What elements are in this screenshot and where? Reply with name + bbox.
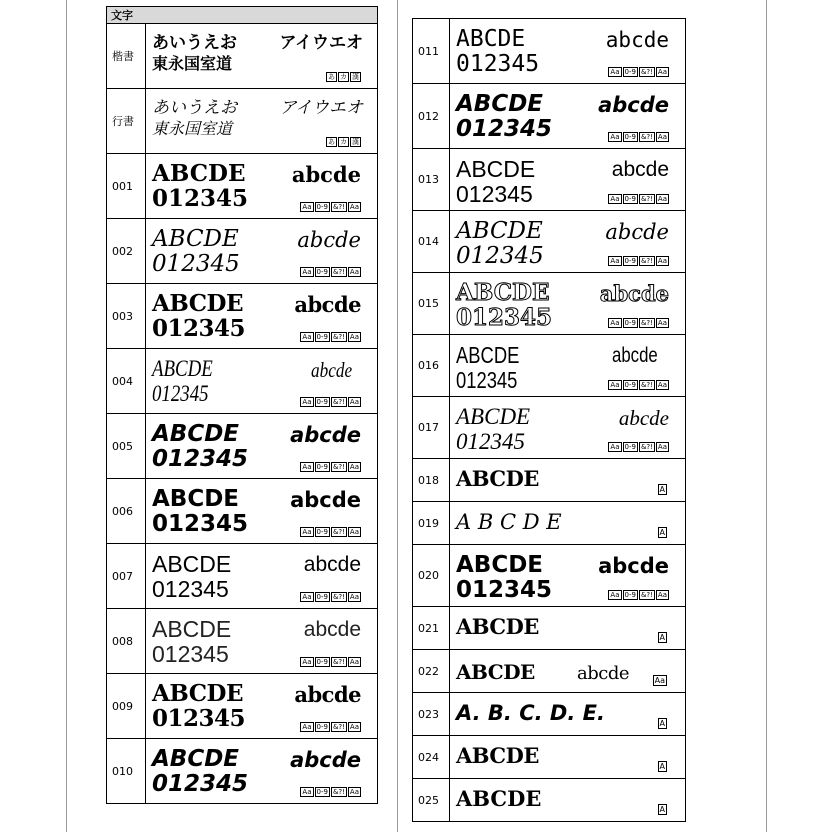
- badge-glyph: Aa: [302, 593, 312, 601]
- sample-uppercase: A. B. C. D. E.: [456, 701, 605, 725]
- badge-glyph: 0-9: [316, 398, 328, 406]
- font-sample: [450, 545, 686, 607]
- sample-lowercase: abcde: [598, 554, 669, 578]
- badge-glyph: A: [659, 485, 665, 494]
- badge-glyph: Aa: [657, 443, 667, 451]
- font-code: 002: [107, 219, 146, 284]
- sample-numbers: 012345: [456, 429, 525, 454]
- charset-badge: [658, 711, 667, 730]
- badge-glyph: &?!: [640, 68, 653, 76]
- font-sample: [146, 414, 378, 479]
- charset-badge: [658, 754, 667, 773]
- font-sample: [450, 736, 686, 779]
- kana-badge: [326, 137, 361, 147]
- column-divider: [397, 0, 398, 832]
- charset-badge: [300, 527, 361, 537]
- charset-badge: [608, 132, 669, 142]
- font-sample: [450, 19, 686, 84]
- font-sample: [450, 502, 686, 545]
- badge-glyph: Aa: [302, 723, 312, 731]
- sample-uppercase: ABCDE: [456, 466, 539, 491]
- font-sample: [450, 459, 686, 502]
- badge-glyph: &?!: [640, 257, 653, 265]
- font-row: [413, 736, 686, 779]
- font-row: [107, 479, 378, 544]
- sample-numbers: 012345: [152, 511, 249, 537]
- font-sample: [450, 335, 686, 397]
- sample-lowercase: abcde: [290, 423, 361, 447]
- charset-badge: [300, 332, 361, 342]
- font-row: [413, 779, 686, 822]
- sample-uppercase: ABCDE: [152, 616, 232, 642]
- sample-numbers: 012345: [456, 367, 518, 393]
- badge-glyph: Aa: [349, 788, 359, 796]
- charset-badge: [658, 797, 667, 816]
- charset-badge: [300, 202, 361, 212]
- font-code: 行書: [107, 89, 146, 154]
- font-row: [107, 544, 378, 609]
- sample-uppercase: ABCDE: [152, 290, 243, 317]
- badge-glyph: あ: [328, 138, 335, 146]
- charset-badge: [608, 380, 669, 390]
- font-row: [107, 24, 378, 89]
- charset-badge: [658, 520, 667, 539]
- badge-glyph: A: [659, 762, 665, 771]
- badge-glyph: Aa: [610, 381, 620, 389]
- charset-badge: [608, 318, 669, 328]
- sample-numbers: 012345: [456, 181, 533, 207]
- font-sample: [146, 24, 378, 89]
- badge-glyph: Aa: [610, 319, 620, 327]
- badge-glyph: &?!: [332, 203, 345, 211]
- font-row: [413, 335, 686, 397]
- font-row: [413, 397, 686, 459]
- font-sample: [146, 89, 378, 154]
- badge-glyph: 0-9: [316, 593, 328, 601]
- badge-glyph: 0-9: [316, 463, 328, 471]
- font-row: [413, 19, 686, 84]
- badge-glyph: Aa: [657, 195, 667, 203]
- badge-glyph: 0-9: [624, 319, 636, 327]
- sample-numbers: 012345: [152, 771, 249, 797]
- font-sample: [450, 693, 686, 736]
- badge-glyph: Aa: [302, 398, 312, 406]
- font-sample: [450, 211, 686, 273]
- badge-glyph: Aa: [302, 463, 312, 471]
- badge-glyph: 0-9: [624, 195, 636, 203]
- badge-glyph: Aa: [610, 257, 620, 265]
- badge-glyph: A: [659, 528, 665, 537]
- sample-uppercase: ABCDE: [456, 743, 539, 768]
- badge-glyph: A: [659, 633, 665, 642]
- badge-glyph: Aa: [349, 593, 359, 601]
- font-code: 楷書: [107, 24, 146, 89]
- charset-badge: [608, 194, 669, 204]
- font-code: 025: [413, 779, 450, 822]
- badge-glyph: Aa: [610, 133, 620, 141]
- font-code: 019: [413, 502, 450, 545]
- sample-uppercase: ABCDE: [152, 160, 246, 187]
- sample-uppercase: ABCDE: [456, 279, 550, 306]
- badge-glyph: 漢: [352, 73, 359, 81]
- font-sample: [146, 674, 378, 739]
- badge-glyph: 0-9: [624, 591, 636, 599]
- sample-uppercase: ABCDE: [152, 680, 243, 707]
- font-code: 006: [107, 479, 146, 544]
- badge-glyph: 0-9: [316, 658, 328, 666]
- badge-glyph: &?!: [332, 788, 345, 796]
- font-row: [413, 211, 686, 273]
- font-code: 021: [413, 607, 450, 650]
- page-border-left: [66, 0, 67, 832]
- badge-glyph: 0-9: [316, 788, 328, 796]
- badge-glyph: 0-9: [316, 528, 328, 536]
- badge-glyph: Aa: [349, 333, 359, 341]
- sample-lowercase: abcde: [618, 406, 669, 430]
- sample-numbers: 012345: [456, 304, 553, 331]
- font-code: 014: [413, 211, 450, 273]
- font-sample: [450, 149, 686, 211]
- font-row: [413, 693, 686, 736]
- font-sample: [450, 84, 686, 149]
- badge-glyph: Aa: [657, 591, 667, 599]
- sample-lowercase: abcde: [290, 488, 361, 512]
- badge-glyph: 漢: [352, 138, 359, 146]
- badge-glyph: Aa: [657, 381, 667, 389]
- badge-glyph: Aa: [349, 203, 359, 211]
- sample-lowercase: abcde: [297, 228, 361, 252]
- charset-badge: [608, 256, 669, 266]
- sample-lowercase: abcde: [605, 28, 669, 52]
- badge-glyph: 0-9: [316, 333, 328, 341]
- badge-glyph: 0-9: [624, 133, 636, 141]
- badge-glyph: &?!: [640, 591, 653, 599]
- font-sample: [146, 479, 378, 544]
- badge-glyph: Aa: [610, 195, 620, 203]
- sample-kanji: 東永国室道: [152, 119, 233, 138]
- font-code: 012: [413, 84, 450, 149]
- sample-uppercase: ABCDE: [456, 660, 535, 684]
- sample-numbers: 012345: [152, 315, 246, 342]
- badge-glyph: &?!: [332, 398, 345, 406]
- badge-glyph: Aa: [302, 658, 312, 666]
- font-row: [413, 84, 686, 149]
- font-row: [413, 650, 686, 693]
- kana-badge: [326, 72, 361, 82]
- sample-numbers: 012345: [152, 705, 246, 732]
- badge-glyph: &?!: [640, 381, 653, 389]
- font-code: 020: [413, 545, 450, 607]
- sample-numbers: 012345: [152, 381, 209, 406]
- badge-glyph: Aa: [349, 463, 359, 471]
- font-row: [107, 609, 378, 674]
- font-sample: [146, 154, 378, 219]
- font-code: 016: [413, 335, 450, 397]
- badge-glyph: あ: [328, 73, 335, 81]
- sample-uppercase: ABCDE: [152, 746, 240, 772]
- badge-glyph: 0-9: [624, 257, 636, 265]
- font-row: [413, 149, 686, 211]
- sample-lowercase: abcde: [291, 162, 361, 187]
- font-sample: [146, 544, 378, 609]
- font-sample: [450, 779, 686, 822]
- badge-glyph: &?!: [332, 463, 345, 471]
- font-sample: [146, 219, 378, 284]
- sample-numbers: 012345: [152, 641, 229, 667]
- charset-badge: [608, 67, 669, 77]
- badge-glyph: &?!: [640, 443, 653, 451]
- sample-kanji: 東永国室道: [152, 54, 233, 73]
- font-table-right: [412, 18, 686, 822]
- badge-glyph: Aa: [302, 268, 312, 276]
- sample-numbers: 012345: [456, 243, 544, 269]
- sample-lowercase: abcde: [611, 158, 669, 181]
- badge-glyph: カ: [340, 138, 347, 146]
- sample-numbers: 012345: [456, 116, 553, 142]
- sample-uppercase: ABCDE: [456, 786, 542, 811]
- charset-badge: [608, 442, 669, 452]
- badge-glyph: Aa: [657, 257, 667, 265]
- badge-glyph: 0-9: [624, 443, 636, 451]
- sample-uppercase: ABCDE: [456, 614, 539, 639]
- sample-lowercase: abcde: [290, 748, 361, 772]
- table-header: 文字: [107, 7, 378, 24]
- font-sample: [146, 609, 378, 674]
- sample-lowercase: abcde: [599, 281, 669, 306]
- font-row: [107, 154, 378, 219]
- sample-katakana: アイウエオ: [279, 33, 363, 53]
- badge-glyph: 0-9: [316, 268, 328, 276]
- sample-uppercase: ABCDE: [456, 26, 526, 52]
- badge-glyph: Aa: [610, 68, 620, 76]
- sample-numbers: 012345: [152, 185, 249, 212]
- font-code: 005: [107, 414, 146, 479]
- font-sample: [450, 607, 686, 650]
- badge-glyph: &?!: [332, 333, 345, 341]
- charset-badge: [300, 657, 361, 667]
- sample-uppercase: ABCDE: [456, 342, 520, 368]
- font-row: [107, 284, 378, 349]
- font-code: 011: [413, 19, 450, 84]
- font-row: [107, 739, 378, 804]
- font-code: 023: [413, 693, 450, 736]
- font-code: 009: [107, 674, 146, 739]
- sample-uppercase: ABCDE: [456, 91, 544, 117]
- sample-numbers: 012345: [456, 577, 553, 603]
- badge-glyph: 0-9: [624, 68, 636, 76]
- font-code: 001: [107, 154, 146, 219]
- badge-glyph: &?!: [332, 723, 345, 731]
- sample-uppercase: ABCDE: [152, 226, 239, 252]
- sample-uppercase: ABCDE: [456, 404, 531, 429]
- font-sample: [146, 739, 378, 804]
- font-code: 015: [413, 273, 450, 335]
- badge-glyph: &?!: [332, 593, 345, 601]
- sample-lowercase: abcde: [605, 220, 669, 244]
- badge-glyph: Aa: [349, 723, 359, 731]
- sample-numbers: 012345: [152, 576, 229, 602]
- font-code: 004: [107, 349, 146, 414]
- font-code: 007: [107, 544, 146, 609]
- badge-glyph: Aa: [657, 133, 667, 141]
- sample-lowercase: abcde: [598, 93, 669, 117]
- sample-uppercase: ABCDE: [152, 356, 213, 381]
- badge-glyph: &?!: [640, 195, 653, 203]
- sample-uppercase: ABCDE: [456, 218, 543, 244]
- sample-lowercase: abcde: [294, 682, 361, 707]
- charset-badge: [300, 462, 361, 472]
- sample-lowercase: abcde: [294, 292, 361, 317]
- sample-uppercase: ABCDE: [152, 421, 240, 447]
- sample-uppercase: ABCDE: [152, 551, 232, 577]
- font-row: [413, 607, 686, 650]
- badge-glyph: &?!: [332, 268, 345, 276]
- badge-glyph: Aa: [349, 268, 359, 276]
- font-sample: [450, 273, 686, 335]
- charset-badge: [300, 592, 361, 602]
- font-sample: [146, 349, 378, 414]
- font-row: [107, 89, 378, 154]
- badge-glyph: Aa: [302, 333, 312, 341]
- font-code: 024: [413, 736, 450, 779]
- sample-hiragana: あいうえお: [152, 98, 237, 118]
- charset-badge: [300, 267, 361, 277]
- badge-glyph: Aa: [302, 528, 312, 536]
- font-code: 017: [413, 397, 450, 459]
- badge-glyph: Aa: [302, 203, 312, 211]
- sample-hiragana: あいうえお: [152, 33, 237, 53]
- font-code: 022: [413, 650, 450, 693]
- sample-uppercase: ABCDE: [456, 156, 536, 182]
- font-row: [413, 545, 686, 607]
- font-sample: [450, 397, 686, 459]
- badge-glyph: &?!: [332, 528, 345, 536]
- font-code: 018: [413, 459, 450, 502]
- font-code: 013: [413, 149, 450, 211]
- sample-numbers: 012345: [152, 251, 240, 277]
- font-row: [107, 349, 378, 414]
- sample-lowercase: abcde: [303, 553, 361, 576]
- badge-glyph: カ: [340, 73, 347, 81]
- font-row: [413, 502, 686, 545]
- font-table-left: [106, 6, 378, 804]
- badge-glyph: Aa: [610, 443, 620, 451]
- font-sample: [146, 284, 378, 349]
- font-code: 003: [107, 284, 146, 349]
- sample-lowercase: abcde: [576, 663, 629, 684]
- sample-numbers: 012345: [456, 51, 540, 77]
- badge-glyph: &?!: [640, 133, 653, 141]
- sample-uppercase: ABCDE: [456, 552, 544, 578]
- charset-badge: [300, 397, 361, 407]
- badge-glyph: 0-9: [624, 381, 636, 389]
- badge-glyph: &?!: [640, 319, 653, 327]
- sample-lowercase: abcde: [310, 358, 352, 382]
- charset-badge: [653, 668, 667, 687]
- font-sample: [450, 650, 686, 693]
- charset-badge: [608, 590, 669, 600]
- font-code: 010: [107, 739, 146, 804]
- charset-badge: [658, 477, 667, 496]
- badge-glyph: 0-9: [316, 723, 328, 731]
- font-code: 008: [107, 609, 146, 674]
- font-row: [107, 414, 378, 479]
- sample-katakana: アイウエオ: [279, 98, 363, 118]
- badge-glyph: Aa: [349, 658, 359, 666]
- sample-lowercase: abcde: [611, 344, 658, 367]
- badge-glyph: Aa: [349, 528, 359, 536]
- charset-badge: [658, 625, 667, 644]
- badge-glyph: Aa: [657, 319, 667, 327]
- badge-glyph: Aa: [610, 591, 620, 599]
- sample-lowercase: abcde: [303, 618, 361, 641]
- badge-glyph: Aa: [349, 398, 359, 406]
- font-row: [107, 674, 378, 739]
- font-row: [107, 219, 378, 284]
- badge-glyph: A: [659, 805, 665, 814]
- sample-uppercase: A B C D E: [456, 510, 562, 534]
- charset-badge: [300, 722, 361, 732]
- font-row: [413, 273, 686, 335]
- sample-numbers: 012345: [152, 446, 249, 472]
- badge-glyph: Aa: [654, 676, 665, 685]
- badge-glyph: 0-9: [316, 203, 328, 211]
- badge-glyph: A: [659, 719, 665, 728]
- font-row: [413, 459, 686, 502]
- badge-glyph: &?!: [332, 658, 345, 666]
- badge-glyph: Aa: [302, 788, 312, 796]
- sample-uppercase: ABCDE: [152, 486, 240, 512]
- page-border-right: [766, 0, 767, 832]
- badge-glyph: Aa: [657, 68, 667, 76]
- charset-badge: [300, 787, 361, 797]
